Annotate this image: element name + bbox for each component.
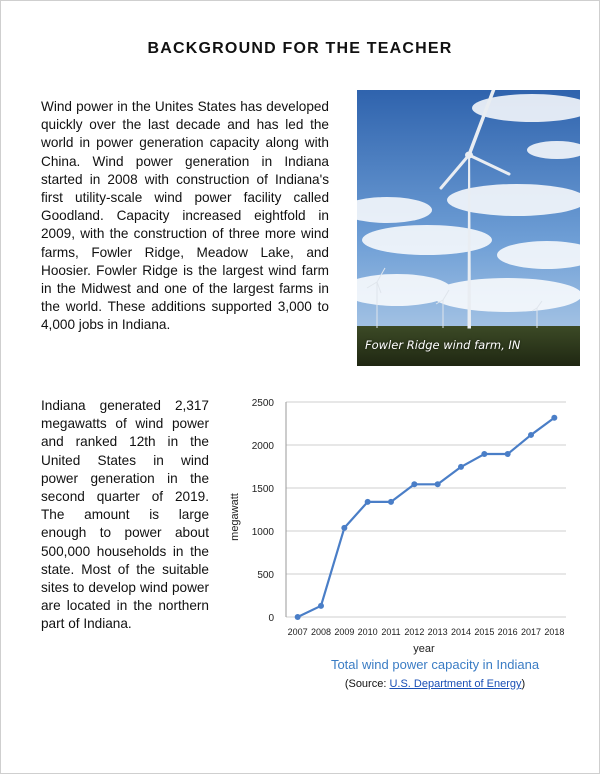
data-point — [341, 525, 347, 531]
y-tick-label: 500 — [257, 570, 274, 581]
x-tick-label: 2012 — [404, 627, 425, 637]
x-tick-label: 2008 — [310, 627, 332, 637]
data-point — [411, 481, 417, 487]
source-line — [290, 678, 580, 690]
x-tick-label: 2017 — [520, 627, 542, 637]
wind-capacity-line-chart — [220, 390, 580, 655]
intro-paragraph: Wind power in the Unites States has developed quickly over the last decade and has led the world in power generation capacity along with China. Wind power generation in Indiana started in 2008 with construction of Indiana's first utility-scale wind power facility called Goodland. Capacity increased eightfold in 2009, with the construction of three more wind farms, Fowler Ridge, Meadow Lake, and Hoosier. Fowler Ridge is the largest wind farm in the Midwest and one of the largest farms in the world. These additions supported 3,000 to 4,000 jobs in Indiana. — [41, 99, 329, 333]
data-point — [528, 432, 534, 438]
y-tick-label: 1500 — [251, 484, 274, 495]
x-tick-label: 2018 — [544, 627, 565, 637]
x-tick-label: 2007 — [287, 627, 308, 637]
chart-caption: Total wind power capacity in Indiana — [330, 657, 540, 672]
y-axis-label: megawatt — [229, 493, 241, 541]
y-tick-label: 2500 — [251, 398, 274, 409]
wind-farm-photo — [357, 90, 580, 366]
x-tick-label: 2013 — [427, 627, 448, 637]
wind-turbine-image — [357, 90, 580, 366]
source-suffix: ) — [521, 678, 526, 690]
x-axis-label: year — [413, 643, 435, 655]
generation-paragraph: Indiana generated 2,317 megawatts of wind power and ranked 12th in the United States in wind power generation in the second quarter of 2019. The amount is large enough to power about 500,000 households in the state. Most of the suitable sites to develop wind power are located in the northern part of Indiana. — [41, 398, 209, 632]
x-tick-label: 2014 — [450, 627, 472, 637]
data-point — [435, 481, 441, 487]
data-point — [388, 499, 394, 505]
x-tick-labels — [288, 627, 565, 637]
data-point — [505, 451, 511, 457]
data-point — [318, 603, 324, 609]
source-link[interactable]: U.S. Department of Energy — [389, 678, 522, 690]
data-point — [481, 451, 487, 457]
data-point — [458, 464, 464, 470]
x-tick-label: 2011 — [381, 627, 401, 637]
y-tick-labels — [252, 398, 275, 624]
source-prefix: (Source: — [344, 678, 390, 690]
x-tick-label: 2015 — [474, 627, 495, 637]
y-tick-label: 2000 — [251, 441, 274, 452]
data-point — [551, 415, 557, 421]
x-tick-label: 2016 — [497, 627, 518, 637]
series-line — [298, 418, 555, 617]
x-tick-label: 2010 — [357, 627, 378, 637]
page-title: BACKGROUND FOR THE TEACHER — [147, 40, 453, 57]
y-tick-label: 0 — [268, 613, 274, 624]
y-tick-label: 1000 — [251, 527, 274, 538]
data-point — [295, 614, 301, 620]
data-point — [365, 499, 371, 505]
photo-caption: Fowler Ridge wind farm, IN — [365, 338, 521, 352]
x-tick-label: 2009 — [334, 627, 355, 637]
series-line-layer — [298, 418, 555, 617]
